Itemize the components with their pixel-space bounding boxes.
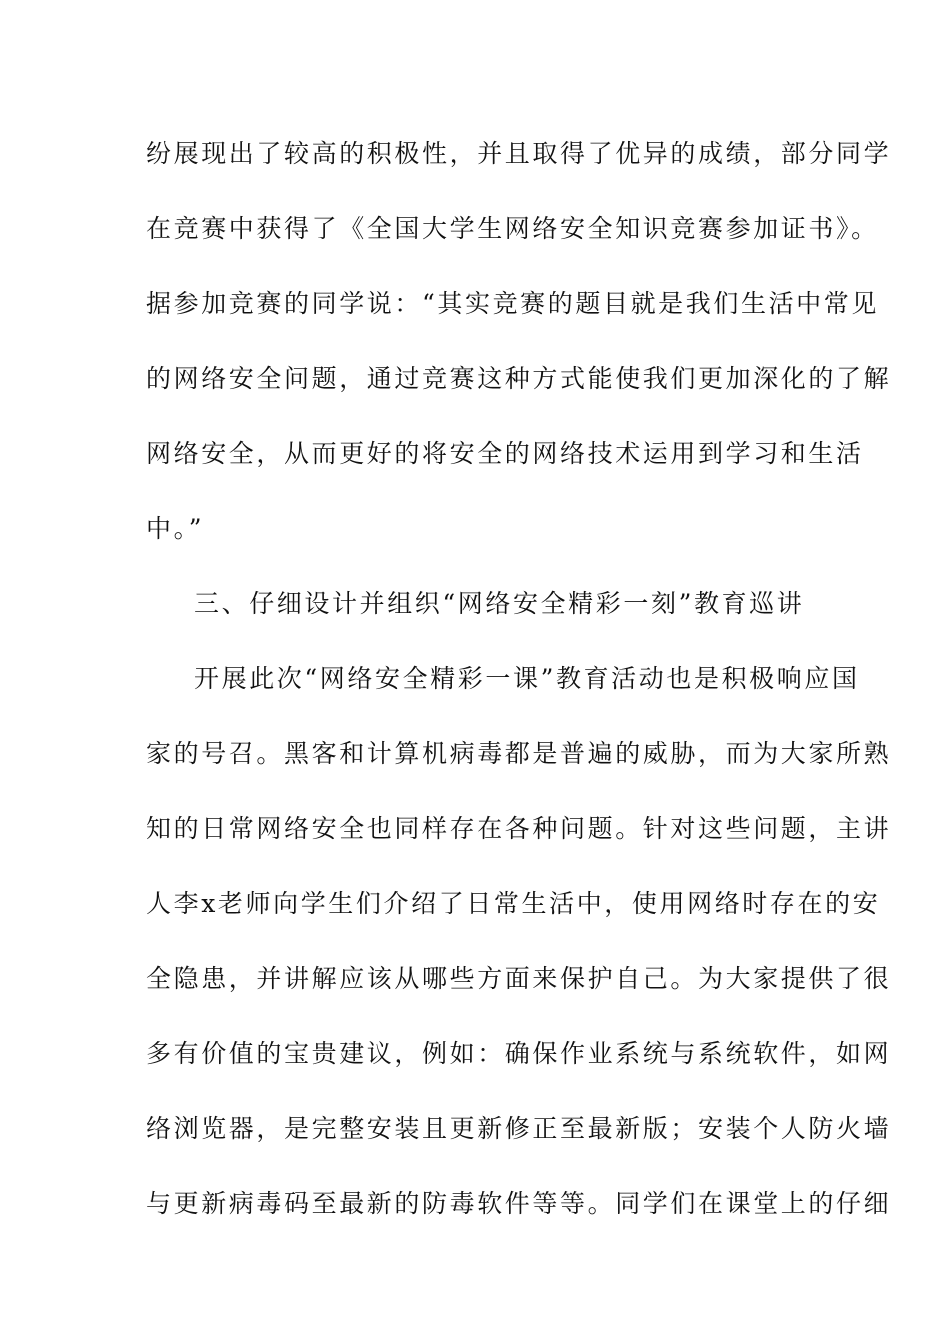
paragraph-first-line: 开展此次“网络安全精彩一课”教育活动也是积极响应国 bbox=[194, 664, 860, 693]
text-line: 全隐患，并讲解应该从哪些方面来保护自己。为大家提供了很 bbox=[146, 964, 892, 993]
text-line: 在竞赛中获得了《全国大学生网络安全知识竞赛参加证书》。 bbox=[146, 214, 879, 243]
text-line: 据参加竞赛的同学说：“其实竞赛的题目就是我们生活中常见 bbox=[146, 289, 879, 318]
text-line: 家的号召。黑客和计算机病毒都是普遍的威胁，而为大家所熟 bbox=[146, 739, 892, 768]
section-heading: 三、仔细设计并组织“网络安全精彩一刻”教育巡讲 bbox=[194, 589, 805, 618]
text-line: 多有价值的宝贵建议，例如：确保作业系统与系统软件，如网 bbox=[146, 1039, 892, 1068]
text-line: 知的日常网络安全也同样存在各种问题。针对这些问题，主讲 bbox=[146, 814, 892, 843]
text-line: 网络安全，从而更好的将安全的网络技术运用到学习和生活 bbox=[146, 439, 864, 468]
text-line: 络浏览器，是完整安装且更新修正至最新版；安装个人防火墙 bbox=[146, 1114, 892, 1143]
text-line: 的网络安全问题，通过竞赛这种方式能使我们更加深化的了解 bbox=[146, 364, 892, 393]
text-line: 与更新病毒码至最新的防毒软件等等。同学们在课堂上的仔细 bbox=[146, 1189, 892, 1218]
text-line: 中。” bbox=[146, 514, 205, 543]
text-line: 人李x老师向学生们介绍了日常生活中，使用网络时存在的安 bbox=[146, 889, 881, 918]
text-line: 纷展现出了较高的积极性，并且取得了优异的成绩，部分同学 bbox=[146, 139, 892, 168]
